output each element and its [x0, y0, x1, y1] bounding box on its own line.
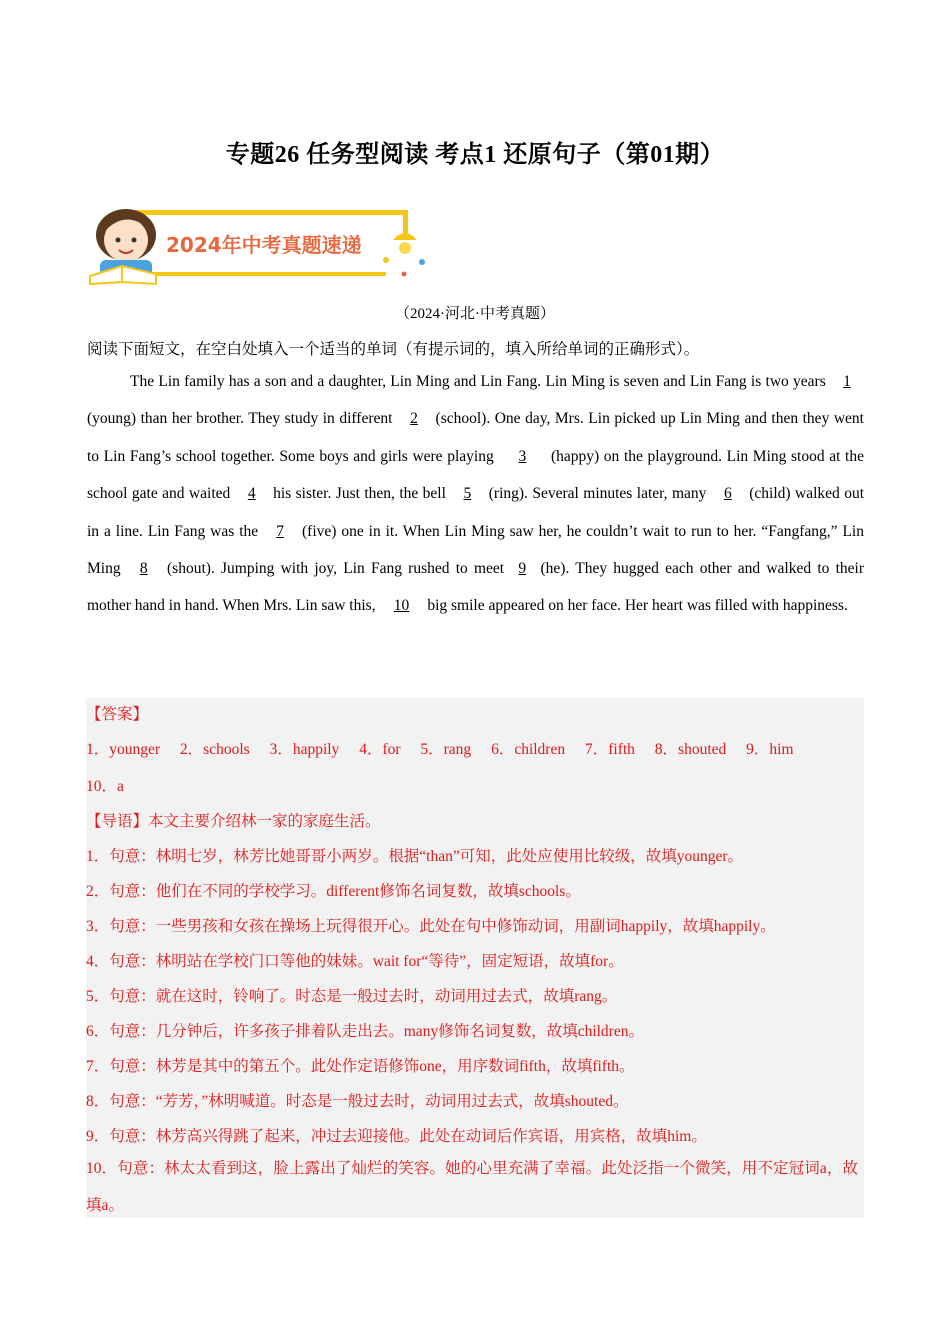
explanation-10: 10．句意：林太太看到这，脸上露出了灿烂的笑容。她的心里充满了幸福。此处泛指一个微笑，用不定冠词a，故填a。 — [86, 1160, 858, 1214]
reading-passage — [87, 363, 864, 625]
answer-item: 9．him — [746, 741, 794, 758]
passage-text: The Lin family has a son and a daughter, Lin Ming and Lin Fang. Lin Ming is seven and Lin Fang is two years — [130, 373, 830, 390]
explanation-7: 7．句意：林芳是其中的第五个。此处作定语修饰one，用序数词fifth，故填fifth。 — [86, 1058, 635, 1075]
passage-text: big smile appeared on her face. Her heart was filled with happiness. — [423, 597, 848, 615]
explanation-4: 4．句意：林明站在学校门口等他的妹妹。wait for“等待”，固定短语，故填for。 — [86, 953, 624, 970]
passage-text: (child) walked out in a line. Lin Fang was the — [87, 485, 864, 540]
passage-text: (ring). Several minutes later, many — [484, 485, 711, 503]
answer-item: 2．schools — [179, 741, 250, 758]
explanation-2: 2．句意：他们在不同的学校学习。different修饰名词复数，故填schools。 — [86, 883, 581, 900]
answer-item: 5．rang — [420, 741, 472, 758]
answer-item: 6．children — [491, 741, 566, 758]
page-title: 专题26 任务型阅读 考点1 还原句子（第01期） — [225, 142, 725, 168]
blank-5: 5 — [463, 485, 472, 503]
explanation-3: 3．句意：一些男孩和女孩在操场上玩得很开心。此处在句中修饰动词，用副词happily，故填happily。 — [86, 918, 776, 935]
answer-item: 3．happily — [269, 741, 340, 758]
explanation-5: 5．句意：就在这时，铃响了。时态是一般过去时，动词用过去式，故填rang。 — [86, 988, 618, 1005]
blank-7: 7 — [276, 522, 284, 540]
blank-2: 2 — [410, 410, 418, 428]
blank-10: 10 — [393, 597, 410, 615]
passage-text: (five) one in it. When Lin Ming saw her, he couldn’t wait to run to her. “Fangfang,” Lin Ming — [87, 522, 864, 578]
answer-item: 10．a — [86, 778, 124, 795]
answer-item: 7．fifth — [584, 741, 635, 758]
answer-list — [86, 737, 810, 759]
passage-text: (happy) on the playground. Lin Ming stood at the school gate and waited — [87, 447, 864, 503]
banner-text: 2024年中考真题速递 — [166, 233, 362, 257]
blank-1: 1 — [843, 373, 851, 390]
passage-text: (he). They hugged each other and walked to their mother hand in hand. When Mrs. Lin saw this, — [87, 560, 864, 615]
blank-8: 8 — [139, 560, 148, 578]
passage-text: his sister. Just then, the bell — [268, 485, 451, 503]
passage-text: (young) than her brother. They study in different — [87, 410, 397, 428]
explanation-1: 1．句意：林明七岁，林芳比她哥哥小两岁。根据“than”可知，此处应使用比较级，故填younger。 — [86, 848, 743, 865]
instruction-text: 阅读下面短文，在空白处填入一个适当的单词（有提示词的，填入所给单词的正确形式）。 — [87, 341, 700, 358]
blank-4: 4 — [247, 485, 256, 503]
guide-text: 【导语】本文主要介绍林一家的家庭生活。 — [86, 813, 381, 830]
banner-top-line — [126, 210, 408, 215]
explanation-6: 6．句意：几分钟后，许多孩子排着队走出去。many修饰名词复数，故填children。 — [86, 1023, 644, 1040]
blank-6: 6 — [723, 485, 732, 503]
passage-text: (shout). Jumping with joy, Lin Fang rushed to meet — [160, 560, 511, 578]
answer-item: 8．shouted — [654, 741, 727, 758]
banner-graphic — [86, 190, 436, 288]
answer-heading: 【答案】 — [86, 706, 149, 723]
source-label: （2024·河北·中考真题） — [395, 306, 555, 322]
blank-3: 3 — [518, 447, 527, 465]
answer-section — [86, 698, 864, 1218]
explanation-9: 9．句意：林芳高兴得跳了起来，冲过去迎接他。此处在动词后作宾语，用宾格，故填him。 — [86, 1128, 707, 1145]
answer-item: 4．for — [359, 741, 401, 758]
banner-bottom-line — [126, 272, 386, 276]
lamp-icon — [393, 233, 417, 240]
blank-9: 9 — [518, 560, 527, 578]
explanation-8: 8．句意：“芳芳，”林明喊道。时态是一般过去时，动词用过去式，故填shouted。 — [86, 1093, 629, 1110]
answer-item: 1．younger — [86, 741, 161, 758]
passage-text: (school). One day, Mrs. Lin picked up Lin Ming and then they went to Lin Fang’s school together. Some boys and girls were playing — [87, 410, 864, 465]
